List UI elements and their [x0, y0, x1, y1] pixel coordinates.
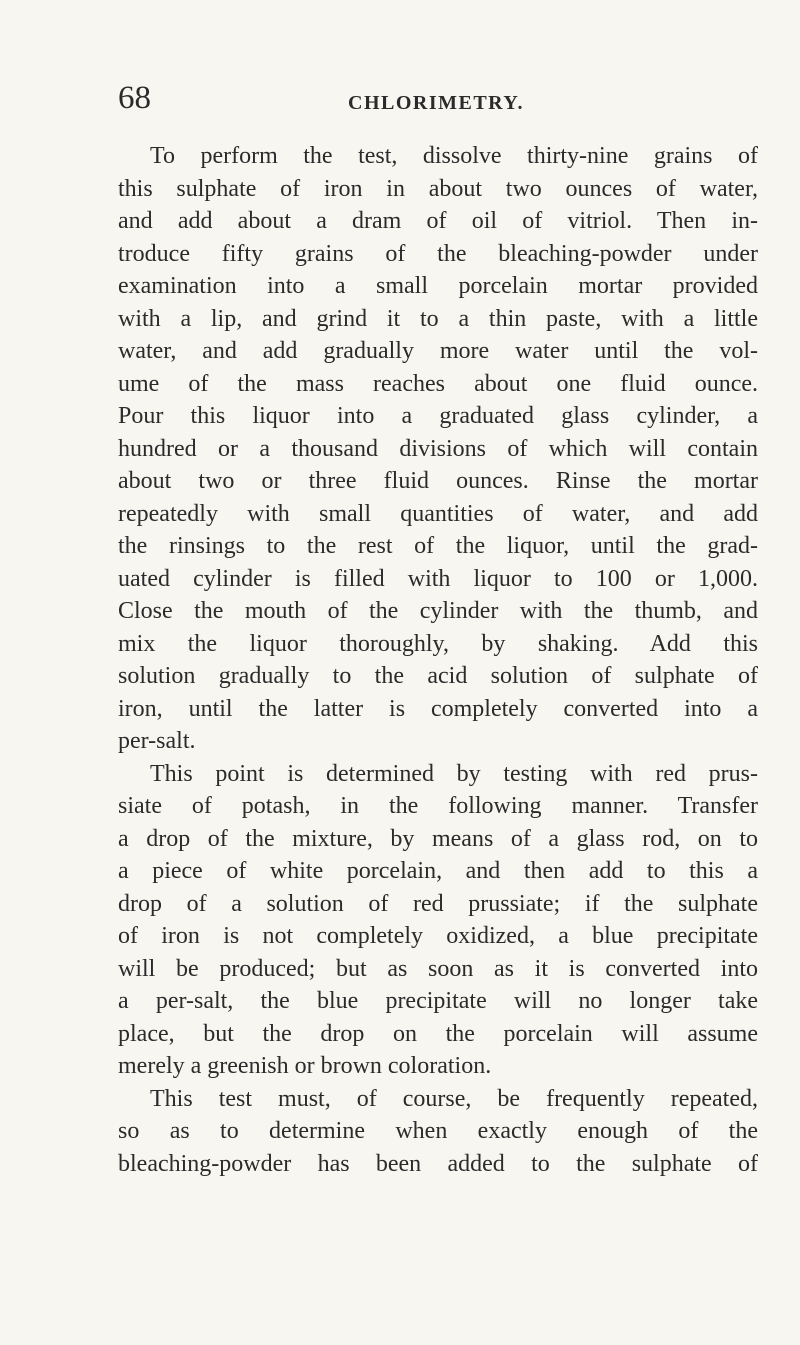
text-line: per-salt. [118, 728, 196, 754]
text-line: water, and add gradually more water until the vol- [118, 338, 758, 364]
running-head: CHLORIMETRY. [348, 92, 525, 114]
text-line: repeatedly with small quantities of water, and add [118, 500, 758, 527]
page-header [118, 78, 758, 118]
text-line: troduce fifty grains of the bleaching-powder under [118, 240, 758, 267]
body-text [118, 140, 758, 1180]
text-line: and add about a dram of oil of vitriol. Then in- [118, 208, 758, 234]
text-line: iron, until the latter is completely converted into a [118, 695, 758, 722]
text-line: This test must, of course, be frequently repeated, [150, 1085, 758, 1112]
text-line: a per-salt, the blue precipitate will no longer take [118, 988, 758, 1014]
text-line: with a lip, and grind it to a thin paste, with a little [118, 305, 758, 332]
text-line: place, but the drop on the porcelain will assume [118, 1020, 758, 1047]
text-line: To perform the test, dissolve thirty-nine grains of [150, 143, 758, 169]
text-line: so as to determine when exactly enough of the [118, 1118, 758, 1144]
text-line: This point is determined by testing with red prus- [150, 760, 758, 787]
text-line: ume of the mass reaches about one fluid ounce. [118, 370, 758, 397]
text-line: drop of a solution of red prussiate; if the sulphate [118, 890, 758, 917]
text-line: siate of potash, in the following manner. Transfer [118, 793, 758, 819]
text-line: a drop of the mixture, by means of a glass rod, on to [118, 825, 758, 852]
text-line: of iron is not completely oxidized, a blue precipitate [118, 923, 758, 949]
text-line: mix the liquor thoroughly, by shaking. Add this [118, 630, 758, 657]
page-number: 68 [118, 80, 151, 116]
text-line: a piece of white porcelain, and then add to this a [118, 858, 758, 884]
text-line: merely a greenish or brown coloration. [118, 1053, 492, 1079]
text-line: examination into a small porcelain mortar provided [118, 273, 758, 299]
text-line: the rinsings to the rest of the liquor, until the grad- [118, 533, 758, 559]
text-line: will be produced; but as soon as it is converted into [118, 955, 758, 982]
text-line: Pour this liquor into a graduated glass cylinder, a [118, 403, 758, 429]
text-line: solution gradually to the acid solution of sulphate of [118, 663, 758, 689]
text-line: bleaching-powder has been added to the sulphate of [118, 1150, 758, 1177]
text-line: hundred or a thousand divisions of which will contain [118, 435, 758, 462]
text-line: Close the mouth of the cylinder with the thumb, and [118, 598, 758, 624]
text-line: about two or three fluid ounces. Rinse the mortar [118, 468, 758, 494]
text-line: this sulphate of iron in about two ounces of water, [118, 175, 758, 202]
text-line: uated cylinder is filled with liquor to 100 or 1,000. [118, 565, 758, 592]
